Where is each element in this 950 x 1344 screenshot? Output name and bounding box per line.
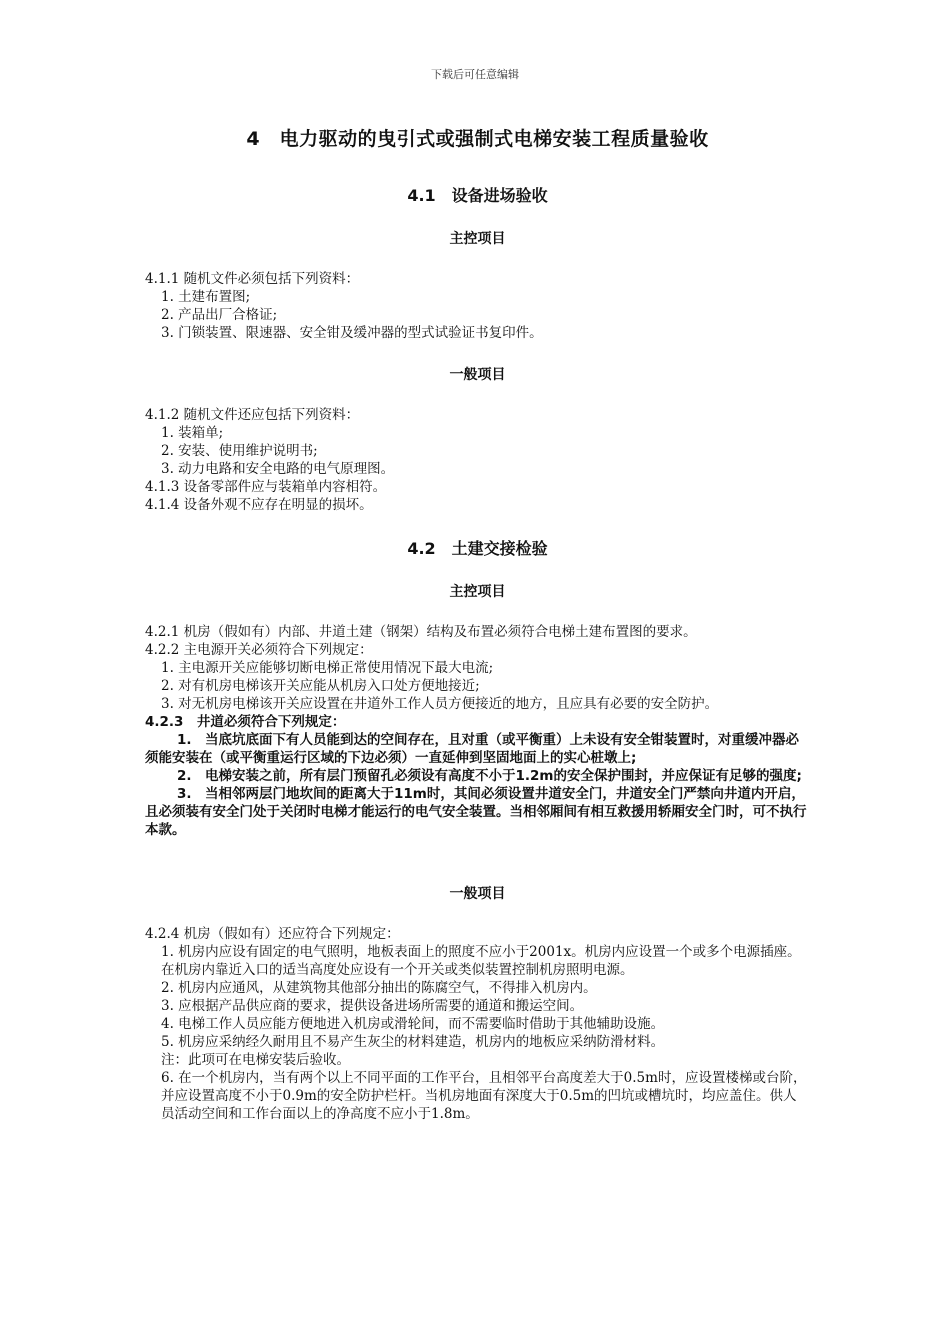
clause-4-2-3: 4.2.3 井道必须符合下列规定： [145, 714, 346, 730]
page-title: 4 电力驱动的曳引式或强制式电梯安装工程质量验收 [246, 128, 709, 150]
list-item: 3. 门锁装置、限速器、安全钳及缓冲器的型式试验证书复印件。 [161, 325, 543, 341]
list-item: 2. 对有机房电梯该开关应能从机房入口处方便地接近; [161, 678, 480, 694]
list-item: 2. 安装、使用维护说明书; [161, 443, 318, 459]
note: 注：此项可在电梯安装后验收。 [161, 1052, 350, 1068]
list-item: 3. 应根据产品供应商的要求，提供设备进场所需要的通道和搬运空间。 [161, 998, 584, 1014]
list-item: 5. 机房应采纳经久耐用且不易产生灰尘的材料建造，机房内的地板应采纳防滑材料。 [161, 1034, 665, 1050]
clause-4-1-1: 4.1.1 随机文件必须包括下列资料： [145, 271, 360, 287]
clause-4-1-3: 4.1.3 设备零部件应与装箱单内容相符。 [145, 479, 387, 495]
list-item: 6. 在一个机房内，当有两个以上不同平面的工作平台，且相邻平台高度差大于0.5m时，应设置楼梯或台阶，并应设置高度不小于0.9m的安全防护栏杆。当机房地面有深度大于0.5m的凹坑或槽坑时，均应盖住。供人员活动空间和工作台面以上的净高度不应小于1.8m。 [161, 1070, 807, 1122]
section-heading-4-2: 4.2 土建交接检验 [407, 539, 548, 558]
list-item: 1. 机房内应设有固定的电气照明，地板表面上的照度不应小于2001x。机房内应设置一个或多个电源插座。在机房内靠近入口的适当高度处应设有一个开关或类似装置控制机房照明电源。 [161, 944, 801, 978]
section-heading-4-1: 4.1 设备进场验收 [407, 186, 548, 205]
list-item: 3. 对无机房电梯该开关应设置在井道外工作人员方便接近的地方，且应具有必要的安全防护。 [161, 696, 719, 712]
subheading-main-items: 主控项目 [449, 584, 506, 600]
list-item: 2. 电梯安装之前，所有层门预留孔必须设有高度不小于1.2m的安全保护围封，并应保证有足够的强度; [177, 768, 802, 784]
list-item: 4. 电梯工作人员应能方便地进入机房或滑轮间，而不需要临时借助于其他辅助设施。 [161, 1016, 665, 1032]
list-item: 2. 产品出厂合格证; [161, 307, 278, 323]
list-item: 1. 土建布置图; [161, 289, 251, 305]
list-item: 3. 动力电路和安全电路的电气原理图。 [161, 461, 395, 477]
list-item: 1. 装箱单; [161, 425, 224, 441]
document-content [145, 124, 810, 1123]
header-note: 下载后可任意编辑 [431, 68, 519, 81]
subheading-main-items: 主控项目 [449, 231, 506, 247]
clause-4-2-2: 4.2.2 主电源开关必须符合下列规定： [145, 642, 373, 658]
clause-4-2-1: 4.2.1 机房（假如有）内部、井道土建（钢架）结构及布置必须符合电梯土建布置图的要求。 [145, 624, 697, 640]
subheading-general-items: 一般项目 [449, 886, 506, 902]
subheading-general-items: 一般项目 [449, 367, 506, 383]
list-item: 1. 当底坑底面下有人员能到达的空间存在，且对重（或平衡重）上未设有安全钳装置时，对重缓冲器必须能安装在（或平衡重运行区域的下边必须）一直延伸到坚固地面上的实心桩墩上; [145, 732, 800, 766]
clause-4-2-4: 4.2.4 机房（假如有）还应符合下列规定： [145, 926, 400, 942]
list-item: 3. 当相邻两层门地坎间的距离大于11m时，其间必须设置井道安全门，井道安全门严禁向井道内开启，且必须装有安全门处于关闭时电梯才能运行的电气安全装置。当相邻厢间有相互救援用轿厢安全门时，可不执行本款。 [145, 786, 807, 838]
clause-4-1-4: 4.1.4 设备外观不应存在明显的损坏。 [145, 497, 373, 513]
clause-4-1-2: 4.1.2 随机文件还应包括下列资料： [145, 407, 360, 423]
list-item: 2. 机房内应通风，从建筑物其他部分抽出的陈腐空气，不得排入机房内。 [161, 980, 597, 996]
list-item: 1. 主电源开关应能够切断电梯正常使用情况下最大电流; [161, 660, 494, 676]
